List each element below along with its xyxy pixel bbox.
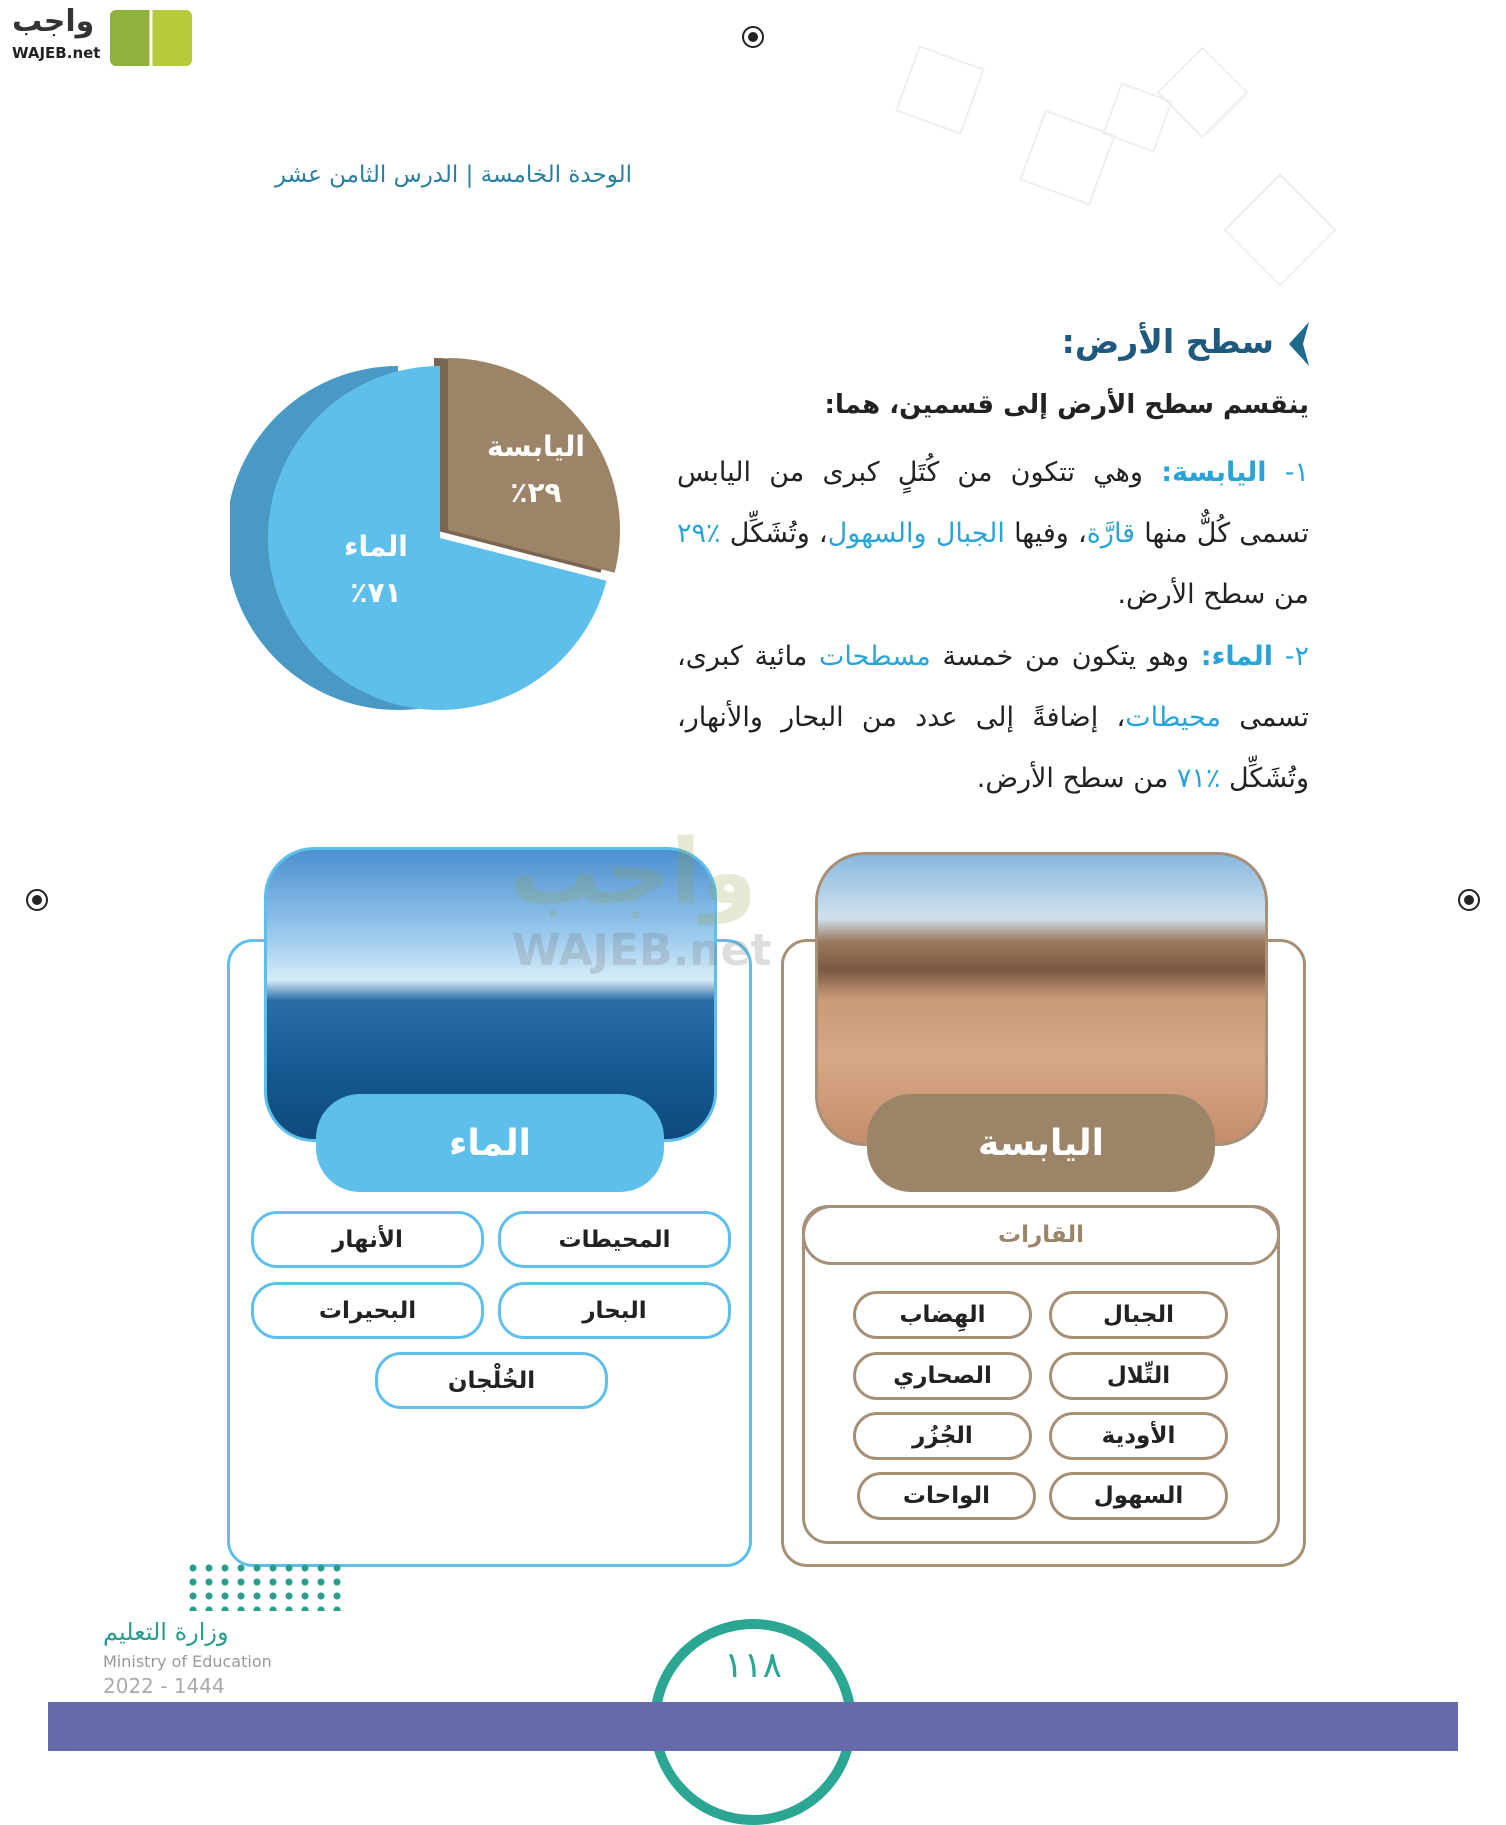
page-number: ١١٨ bbox=[723, 1645, 782, 1686]
land-item: الجبال bbox=[1049, 1291, 1228, 1339]
land-item: التِّلال bbox=[1049, 1352, 1228, 1400]
water-item: المحيطات bbox=[498, 1211, 731, 1268]
footer-band bbox=[48, 1702, 1458, 1751]
ministry-dots-logo bbox=[185, 1561, 345, 1611]
breadcrumb: الوحدة الخامسة | الدرس الثامن عشر bbox=[274, 162, 632, 188]
water-title: الماء bbox=[316, 1094, 664, 1192]
term-land: اليابسة: bbox=[1161, 457, 1267, 488]
paragraph-land: ١- اليابسة: وهي تتكون من كُتَلٍ كبرى من اليابس تسمى كُلٌّ منها قارَّة، وفيها الجبال والسهول، وتُشَكِّل ٪٢٩ من سطح الأرض. bbox=[677, 457, 1310, 610]
slice-value-water: ٪٧١ bbox=[350, 576, 402, 609]
watermark-latin: WAJEB.net bbox=[512, 925, 772, 976]
ministry-name-en: Ministry of Education bbox=[103, 1652, 272, 1671]
water-item: الخُلْجان bbox=[375, 1352, 608, 1409]
watermark: واجب bbox=[510, 820, 757, 925]
water-item: البحار bbox=[498, 1282, 731, 1339]
decor-square bbox=[1223, 173, 1336, 286]
slice-label-water: الماء bbox=[344, 530, 408, 563]
land-title: اليابسة bbox=[867, 1094, 1215, 1192]
term-water: الماء: bbox=[1200, 641, 1274, 672]
continents-label: القارات bbox=[802, 1205, 1280, 1265]
edition-year: 2022 - 1444 bbox=[103, 1674, 225, 1698]
water-item: البحيرات bbox=[251, 1282, 484, 1339]
logo-latin: WAJEB.net bbox=[12, 44, 101, 62]
land-item: الصحاري bbox=[853, 1352, 1032, 1400]
decor-square bbox=[1157, 47, 1249, 139]
water-item: الأنهار bbox=[251, 1211, 484, 1268]
pie-chart bbox=[230, 350, 650, 720]
paragraph-water: ٢- الماء: وهو يتكون من خمسة مسطحات مائية كبرى، تسمى محيطات، إضافةً إلى عدد من البحار والأنهار، وتُشَكِّل ٪٧١ من سطح الأرض. bbox=[677, 641, 1309, 794]
registration-mark-icon bbox=[26, 889, 48, 911]
ministry-name-ar: وزارة التعليم bbox=[103, 1618, 229, 1646]
land-item: الجُزُر bbox=[853, 1412, 1032, 1460]
decor-square bbox=[1019, 109, 1115, 205]
land-item: الهِضاب bbox=[853, 1291, 1032, 1339]
slice-label-land: اليابسة bbox=[486, 430, 586, 463]
land-item: الواحات bbox=[857, 1472, 1036, 1520]
section-intro: ينقسم سطح الأرض إلى قسمين، هما: bbox=[824, 390, 1309, 420]
decor-square bbox=[895, 45, 985, 135]
registration-mark-icon bbox=[1458, 889, 1480, 911]
book-icon bbox=[110, 10, 192, 66]
chevron-icon bbox=[1289, 322, 1309, 366]
land-item: السهول bbox=[1049, 1472, 1228, 1520]
wajeb-logo bbox=[8, 4, 198, 68]
section-title: سطح الأرض: bbox=[1061, 322, 1274, 361]
pie-slice-land bbox=[448, 358, 620, 573]
slice-value-land: ٪٢٩ bbox=[510, 476, 562, 509]
logo-text: واجب bbox=[12, 4, 95, 39]
registration-mark-icon bbox=[742, 26, 764, 48]
land-item: الأودية bbox=[1049, 1412, 1228, 1460]
